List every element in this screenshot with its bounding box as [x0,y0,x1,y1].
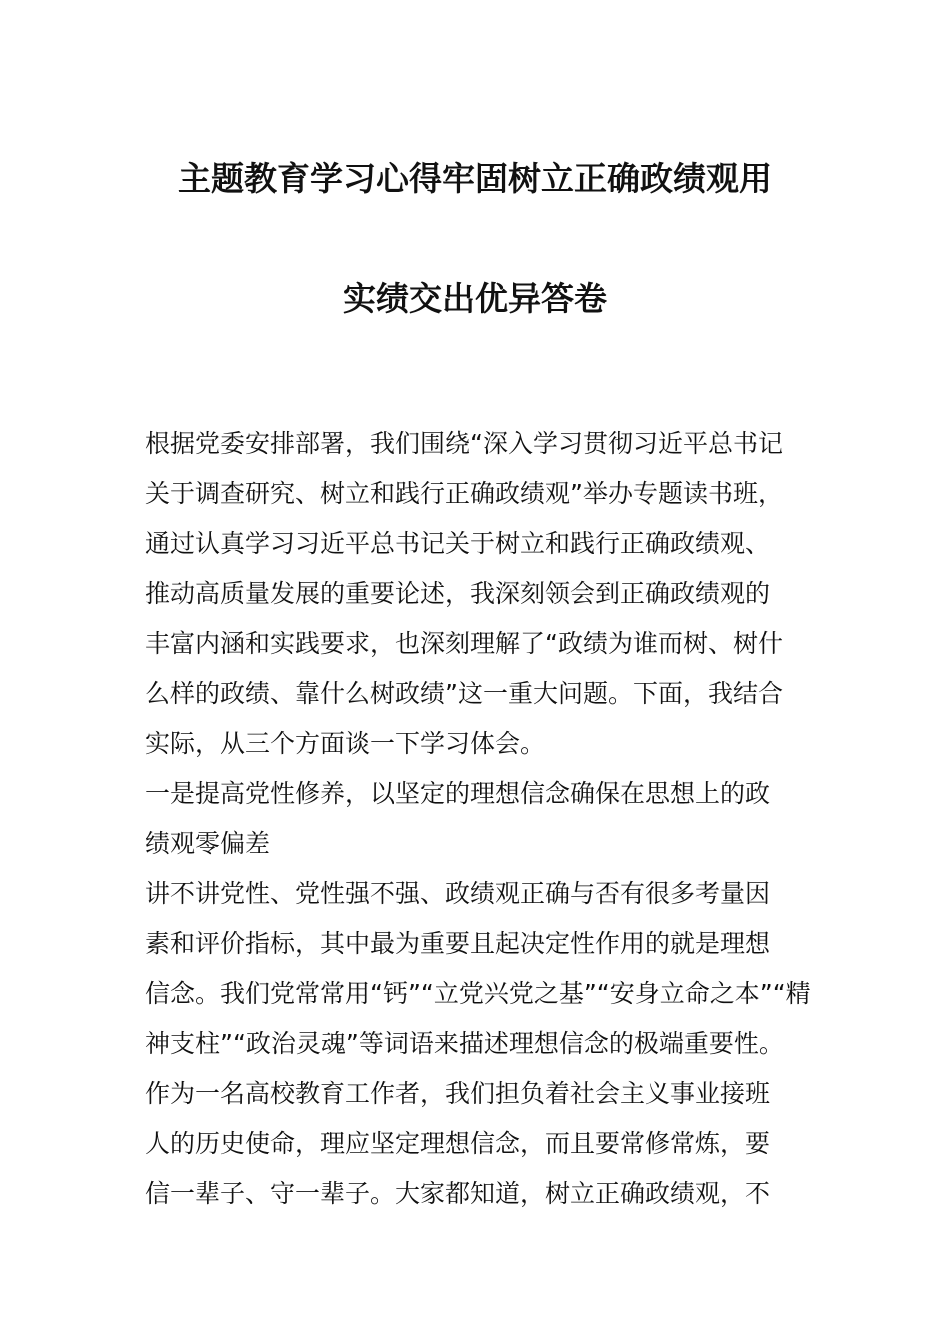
body-line: 推动高质量发展的重要论述，我深刻领会到正确政绩观的 [145,579,771,608]
body-line: 么样的政绩、靠什么树政绩”这一重大问题。下面，我结合 [145,679,783,708]
body-line: 实际，从三个方面谈一下学习体会。 [145,729,546,758]
body-line: 神支柱”“政治灵魂”等词语来描述理想信念的极端重要性。 [145,1029,784,1058]
section-heading-line: 一是提高党性修养，以坚定的理想信念确保在思想上的政 [145,779,771,808]
body-line: 通过认真学习习近平总书记关于树立和践行正确政绩观、 [145,529,771,558]
body-line: 作为一名高校教育工作者，我们担负着社会主义事业接班 [145,1079,771,1108]
body-line: 信念。我们党常常用“钙”“立党兴党之基”“安身立命之本”“精 [145,979,811,1008]
document-body [145,419,811,1219]
body-line: 信一辈子、守一辈子。大家都知道，树立正确政绩观，不 [145,1179,771,1208]
body-line: 丰富内涵和实践要求，也深刻理解了“政绩为谁而树、树什 [145,629,783,658]
section-heading-line: 绩观零偏差 [145,829,271,858]
body-line: 素和评价指标，其中最为重要且起决定性作用的就是理想 [145,929,771,958]
body-line: 人的历史使命，理应坚定理想信念，而且要常修常炼，要 [145,1129,771,1158]
document-title-line-2: 实绩交出优异答卷 [343,279,607,318]
document-title-line-1: 主题教育学习心得牢固树立正确政绩观用 [178,159,772,198]
body-line: 根据党委安排部署，我们围绕“深入学习贯彻习近平总书记 [145,429,783,458]
body-line: 讲不讲党性、党性强不强、政绩观正确与否有很多考量因 [145,879,771,908]
body-line: 关于调查研究、树立和践行正确政绩观”举办专题读书班， [145,479,783,508]
